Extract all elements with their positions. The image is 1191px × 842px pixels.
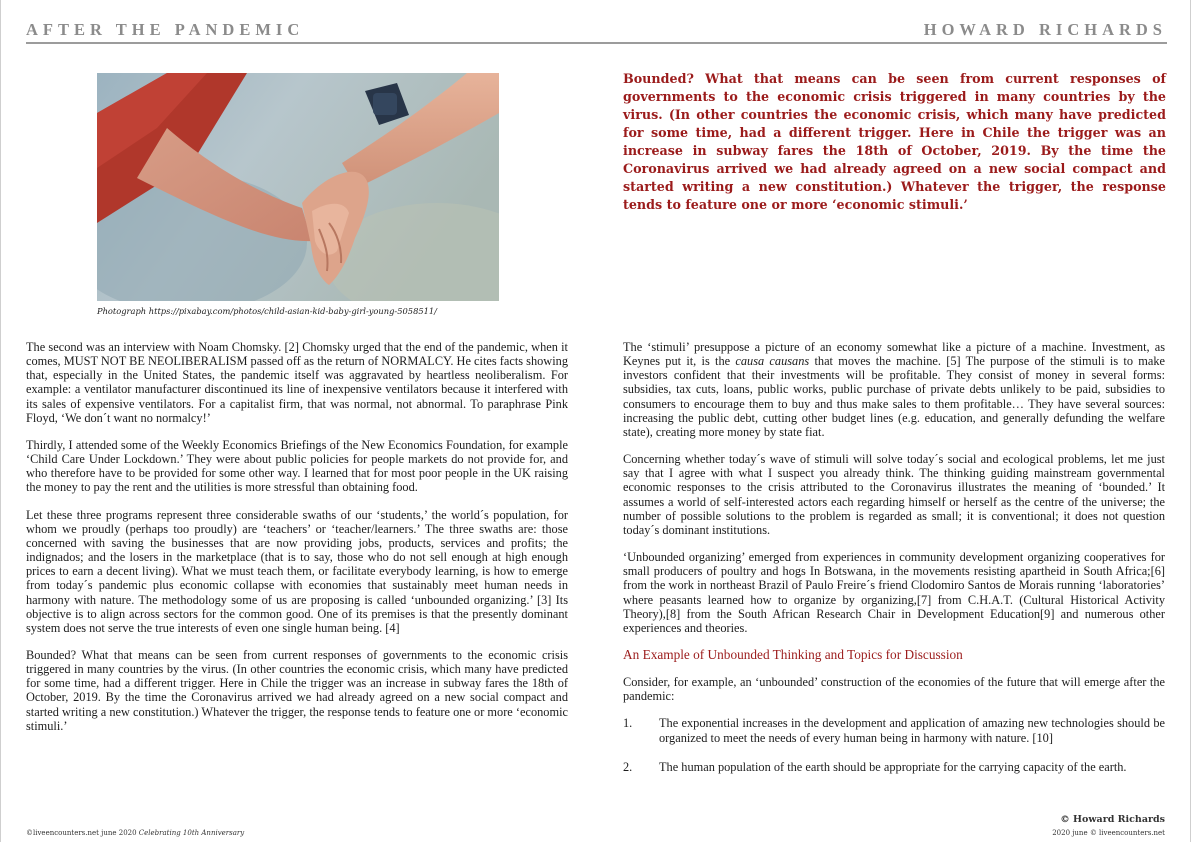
- paragraph-text: that moves the machine. [5] The purpose of the stimuli is to make investors confident that their investments will be profitable. They consist of money in several forms: subsidies, tax cuts, loans, public works, public purchase of private debts unlikely to be paid, subsidies to consumers to encourage them to buy and thus make sales to them profitable… They have several sources: increasing the public debt, cutting other budget lines (e.g. education, and generally defunding the welfare state), creating more money by state fiat.: [623, 354, 1166, 439]
- paragraph-text: The ‘stimuli’ presuppose a picture of an economy somewhat like a picture of a machine. Investment, as Keynes put it, is the: [623, 340, 1165, 369]
- photo-caption: Photograph https://pixabay.com/photos/child-asian-kid-baby-girl-young-5058511/: [97, 306, 437, 316]
- header-divider: [26, 42, 1167, 44]
- footer-right: 2020 june © liveencounters.net: [1052, 829, 1165, 837]
- italic-term: causa causans: [735, 354, 810, 369]
- hands-photo: [97, 73, 499, 301]
- list-text: The exponential increases in the development and application of amazing new technologies should be organized to meet the needs of every human being in harmony with nature. [10]: [659, 716, 1165, 745]
- list-number: 2.: [623, 759, 633, 774]
- paragraph: [623, 340, 1165, 439]
- list-text: The human population of the earth should be appropriate for the carrying capacity of the earth.: [659, 759, 1127, 774]
- list-item: [623, 760, 1165, 774]
- paragraph: Thirdly, I attended some of the Weekly Economics Briefings of the New Economics Foundation, for example ‘Child Care Under Lockdown.’ They were about public policies for people markets do not provide for, and who therefore have to be provided for some other way. I learned that for most poor people in the UK raising the money to pay the rent and the utilities is more stressful than obtaining food.: [26, 437, 568, 495]
- header-author: HOWARD RICHARDS: [923, 20, 1167, 39]
- paragraph: Let these three programs represent three considerable swaths of our ‘students,’ the world´s population, for whom we proudly (perhaps too proudly) are ‘teachers’ or ‘teacher/learners.’ The three swaths are: those concerned with saving the businesses that are now providing jobs, products, services and profits; the indignados; and the losers in the marketplace (that is to say, those who do not sell enough at high enough prices to earn a decent living). What we must teach them, or facilitate everybody learning, is how to emerge from today´s pandemic plus economic collapse with economies that sustainably meet human needs in harmony with nature. The methodology some of us are proposing is called ‘unbounded organizing.’ [3] Its objective is to align across sectors for the common good. One of its premises is that the presently dominant system does not serve the true interests of even one single human being. [4]: [26, 507, 568, 635]
- paragraph: Consider, for example, an ‘unbounded’ construction of the economies of the future that will emerge after the pandemic:: [623, 675, 1165, 704]
- paragraph: Bounded? What that means can be seen from current responses of governments to the economic crisis triggered in many countries by the virus. (In other countries the economic crisis, which many have predicted for some time, had a different trigger. Here in Chile the trigger was an increase in subway fares the 18th of October, 2019. By the time the Coronavirus arrived we had already agreed on a new social compact and started writing a new constitution.) Whatever the trigger, the response tends to feature one or more ‘economic stimuli.’: [26, 647, 568, 733]
- right-column: [623, 340, 1165, 789]
- paragraph: ‘Unbounded organizing’ emerged from experiences in community development organizing cooperatives for small producers of poultry and hogs In Botswana, in the movements resisting apartheid in South Africa;[6] from the work in northeast Brazil of Paulo Freire´s friend Clodomiro Santos de Morais running ‘laboratories’ where peasants learned how to organize by organizing,[7] from C.H.A.T. (Cultural Historical Activity Theory),[8] from the South African Research Chair in Development Education[9] and numerous other experiences and theories.: [623, 550, 1165, 635]
- paragraph: Concerning whether today´s wave of stimuli will solve today´s social and ecological problems, let me just say that I agree with what I suspect you already think. The thinking guiding mainstream governmental economic responses to the crisis attributed to the Coronavirus illustrates the meaning of ‘bounded.’ It assumes a world of self-interested actors each regarding himself or herself as the centre of the universe; the number of possible solutions to the problem is regarded as small; it is conventional; it does not question today´s dominant institutions.: [623, 452, 1165, 537]
- section-heading: An Example of Unbounded Thinking and Topics for Discussion: [623, 646, 963, 662]
- header-title-left: AFTER THE PANDEMIC: [26, 20, 305, 39]
- footer-author-credit: © Howard Richards: [1060, 814, 1165, 825]
- footer-copyright: ©liveencounters.net june 2020: [26, 829, 139, 837]
- paragraph: The second was an interview with Noam Chomsky. [2] Chomsky urged that the end of the pandemic, when it comes, MUST NOT BE NEOLIBERALISM passed off as the return of NORMALCY. He cites facts showing that, especially in the United States, the pandemic itself was aggravated by heartless neoliberalism. For example: a ventilator manufacturer discontinued its line of inexpensive ventilators because it interfered with its sales of expensive ventilators. For a capitalist firm, that was normal, not abnormal. To paraphrase Pink Floyd, ‘We don´t want no normalcy!’: [26, 340, 568, 425]
- list-item: [623, 716, 1165, 744]
- footer-left: [26, 829, 244, 837]
- left-column: [26, 340, 568, 746]
- pull-quote: Bounded? What that means can be seen from current responses of governments to the economic crisis triggered in many countries by the virus. (In other countries the economic crisis, which many have predicted for some time, had a different trigger. Here in Chile the trigger was an increase in subway fares the 18th of October, 2019. By the time the Coronavirus arrived we had already agreed on a new social compact and started writing a new constitution.) Whatever the trigger, the response tends to feature one or more ‘economic stimuli.’: [623, 71, 1166, 212]
- list-number: 1.: [623, 716, 633, 731]
- footer-anniversary: Celebrating 10th Anniversary: [138, 829, 245, 837]
- page-border-left: [0, 0, 1, 842]
